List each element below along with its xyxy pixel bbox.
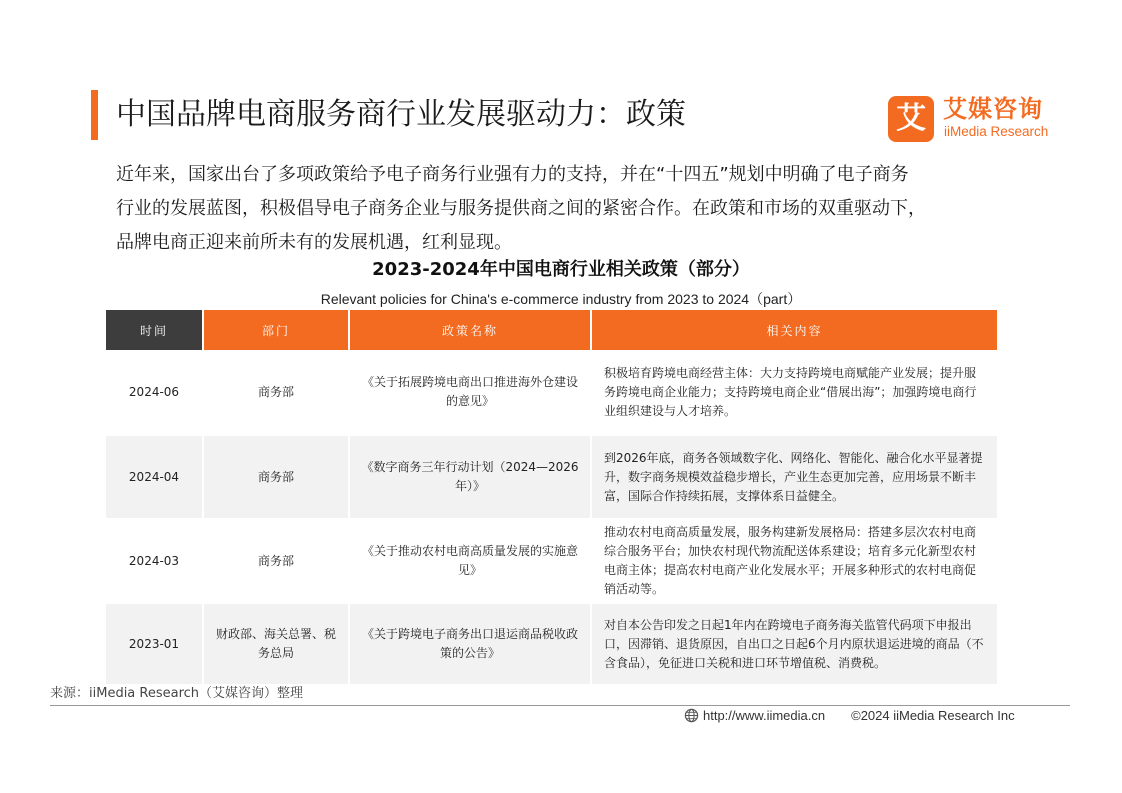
intro-line: 近年来，国家出台了多项政策给予电子商务行业强有力的支持，并在“十四五”规划中明确了电子商务 [116, 164, 909, 185]
column-header-department: 部门 [203, 310, 349, 350]
cell-policy-name: 《关于跨境电子商务出口退运商品税收政策的公告》 [349, 603, 591, 685]
page-title: 中国品牌电商服务商行业发展驱动力：政策 [116, 97, 686, 132]
logo-english-name: iiMedia Research [944, 124, 1049, 139]
intro-line: 行业的发展蓝图，积极倡导电子商务企业与服务提供商之间的紧密合作。在政策和市场的双重驱动下， [116, 198, 926, 219]
table-header-row [106, 310, 997, 350]
column-header-date: 时间 [106, 310, 203, 350]
source-note: 来源：iiMedia Research（艾媒咨询）整理 [50, 686, 304, 701]
logo-mark-icon: 艾 [888, 96, 934, 142]
cell-policy-name: 《关于拓展跨境电商出口推进海外仓建设的意见》 [349, 350, 591, 435]
table-row [106, 435, 997, 519]
table-subtitle: Relevant policies for China's e-commerce industry from 2023 to 2024（part） [320, 291, 802, 307]
column-header-policy-name: 政策名称 [349, 310, 591, 350]
cell-policy-name: 《数字商务三年行动计划（2024—2026年）》 [349, 435, 591, 519]
title-accent-bar [91, 90, 98, 140]
iimedia-logo [888, 96, 1058, 146]
intro-line: 品牌电商正迎来前所未有的发展机遇，红利显现。 [116, 232, 512, 253]
cell-department: 商务部 [203, 519, 349, 603]
website-link[interactable]: http://www.iimedia.cn [703, 708, 826, 723]
cell-department: 财政部、海关总署、税务总局 [203, 603, 349, 685]
intro-paragraph [116, 158, 1016, 260]
column-header-content: 相关内容 [591, 310, 997, 350]
globe-icon [684, 708, 699, 729]
cell-content: 对自本公告印发之日起1年内在跨境电子商务海关监管代码项下申报出口，因滞销、退货原因，自出口之日起6个月内原状退运进境的商品（不含食品），免征进口关税和进口环节增值税、消费税。 [591, 603, 997, 685]
logo-chinese-name: 艾媒咨询 [943, 95, 1043, 123]
cell-department: 商务部 [203, 350, 349, 435]
cell-department: 商务部 [203, 435, 349, 519]
table-row [106, 519, 997, 603]
table-row [106, 350, 997, 435]
cell-content: 到2026年底，商务各领域数字化、网络化、智能化、融合化水平显著提升，数字商务规模效益稳步增长，产业生态更加完善，应用场景不断丰富，国际合作持续拓展，支撑体系日益健全。 [591, 435, 997, 519]
cell-date: 2024-03 [106, 519, 203, 603]
copyright-text: ©2024 iiMedia Research Inc [851, 708, 1015, 723]
table-title: 2023-2024年中国电商行业相关政策（部分） [372, 259, 750, 280]
cell-date: 2024-06 [106, 350, 203, 435]
footer [684, 706, 1015, 726]
cell-date: 2023-01 [106, 603, 203, 685]
cell-content: 积极培育跨境电商经营主体：大力支持跨境电商赋能产业发展；提升服务跨境电商企业能力；支持跨境电商企业“借展出海”；加强跨境电商行业组织建设与人才培养。 [591, 350, 997, 435]
cell-policy-name: 《关于推动农村电商高质量发展的实施意见》 [349, 519, 591, 603]
cell-content: 推动农村电商高质量发展，服务构建新发展格局：搭建多层次农村电商综合服务平台；加快农村现代物流配送体系建设；培育多元化新型农村电商主体；提高农村电商产业化发展水平；开展多种形式的农村电商促销活动等。 [591, 519, 997, 603]
policy-table [106, 310, 997, 686]
cell-date: 2024-04 [106, 435, 203, 519]
table-row [106, 603, 997, 685]
